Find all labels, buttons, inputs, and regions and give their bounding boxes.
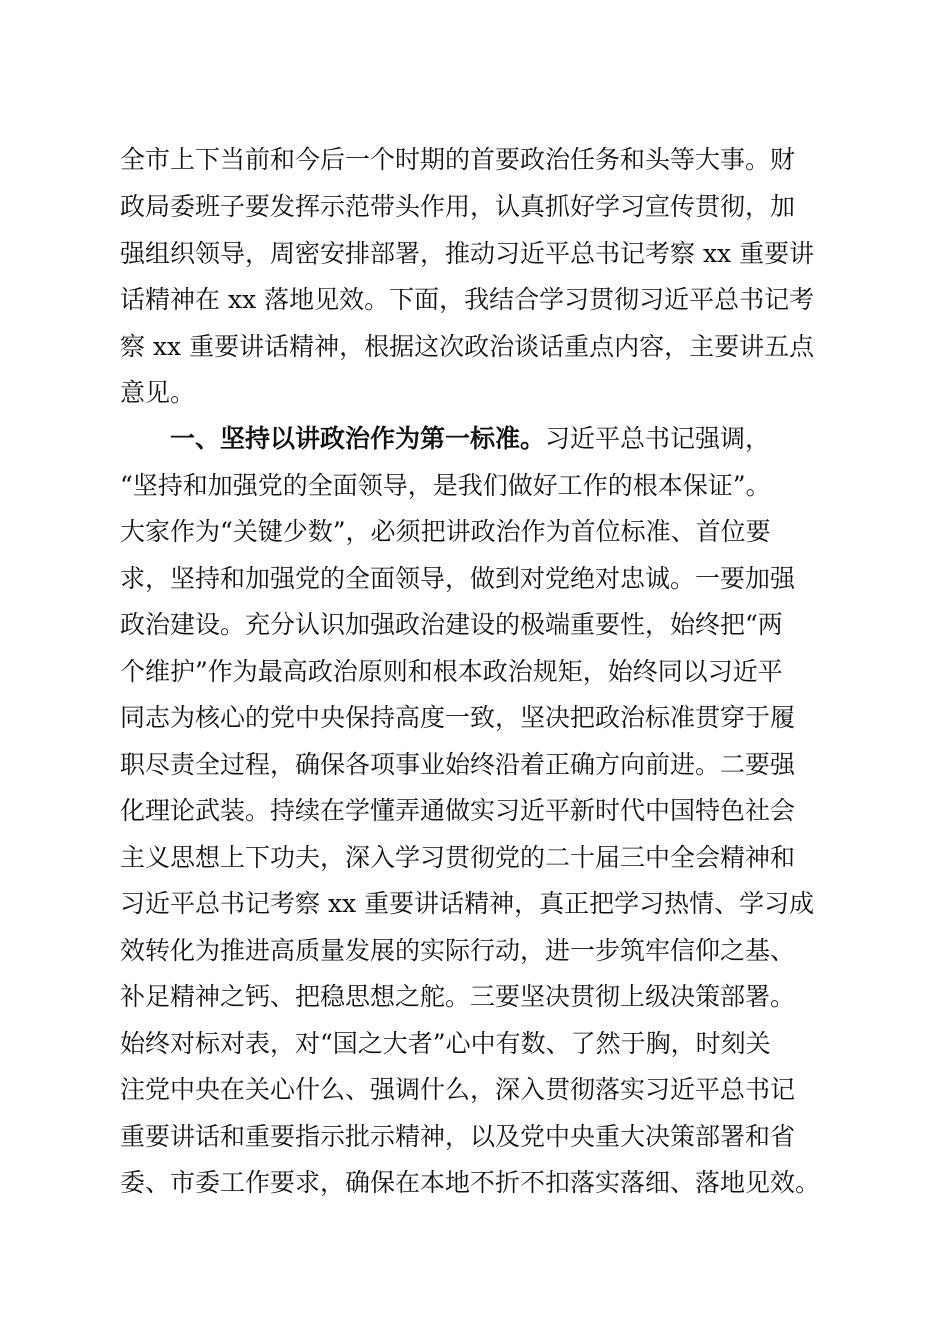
text-line: 委、市委工作要求，确保在本地不折不扣落实落细、落地见效。 — [120, 1168, 821, 1197]
text-line: 注党中央在关心什么、强调什么，深入贯彻落实习近平总书记 — [120, 1075, 796, 1104]
text-line: 意见。 — [120, 378, 196, 407]
text-line: 政局委班子要发挥示范带头作用，认真抓好学习宣传贯彻，加 — [120, 192, 796, 221]
text-line: 补足精神之钙、把稳思想之舵。三要坚决贯彻上级决策部署。 — [120, 982, 796, 1011]
text-line: 主义思想上下功夫，深入学习贯彻党的二十届三中全会精神和 — [120, 843, 796, 872]
section-heading: 一、坚持以讲政治作为第一标准。 — [170, 424, 546, 453]
section-lead: 习近平总书记强调， — [545, 424, 771, 453]
text-line: 个维护”作为最高政治原则和根本政治规矩，始终同以习近平 — [120, 657, 783, 686]
text-line: 始终对标对表，对“国之大者”心中有数、了然于胸，时刻关 — [120, 1029, 771, 1058]
text-line: 求，坚持和加强党的全面领导，做到对党绝对忠诚。一要加强 — [120, 564, 796, 593]
text-line: 察 xx 重要讲话精神，根据这次政治谈话重点内容，主要讲五点 — [120, 332, 815, 361]
section-heading-line — [170, 421, 830, 457]
text-line: 重要讲话和重要指示批示精神，以及党中央重大决策部署和省 — [120, 1122, 796, 1151]
text-line: 效转化为推进高质量发展的实际行动，进一步筑牢信仰之基、 — [120, 936, 796, 965]
text-line: 话精神在 xx 落地见效。下面，我结合学习贯彻习近平总书记考 — [120, 285, 815, 314]
text-line: 政治建设。充分认识加强政治建设的极端重要性，始终把“两 — [120, 610, 783, 639]
text-line: 强组织领导，周密安排部署，推动习近平总书记考察 xx 重要讲 — [120, 239, 815, 268]
text-line: “坚持和加强党的全面领导，是我们做好工作的根本保证”。 — [120, 471, 771, 500]
text-line: 大家作为“关键少数”，必须把讲政治作为首位标准、首位要 — [120, 517, 771, 546]
text-line: 职尽责全过程，确保各项事业始终沿着正确方向前进。二要强 — [120, 750, 796, 779]
text-line: 同志为核心的党中央保持高度一致，坚决把政治标准贯穿于履 — [120, 703, 796, 732]
text-line: 化理论武装。持续在学懂弄通做实习近平新时代中国特色社会 — [120, 796, 796, 825]
text-line: 习近平总书记考察 xx 重要讲话精神，真正把学习热情、学习成 — [120, 889, 815, 918]
text-line: 全市上下当前和今后一个时期的首要政治任务和头等大事。财 — [120, 145, 796, 174]
